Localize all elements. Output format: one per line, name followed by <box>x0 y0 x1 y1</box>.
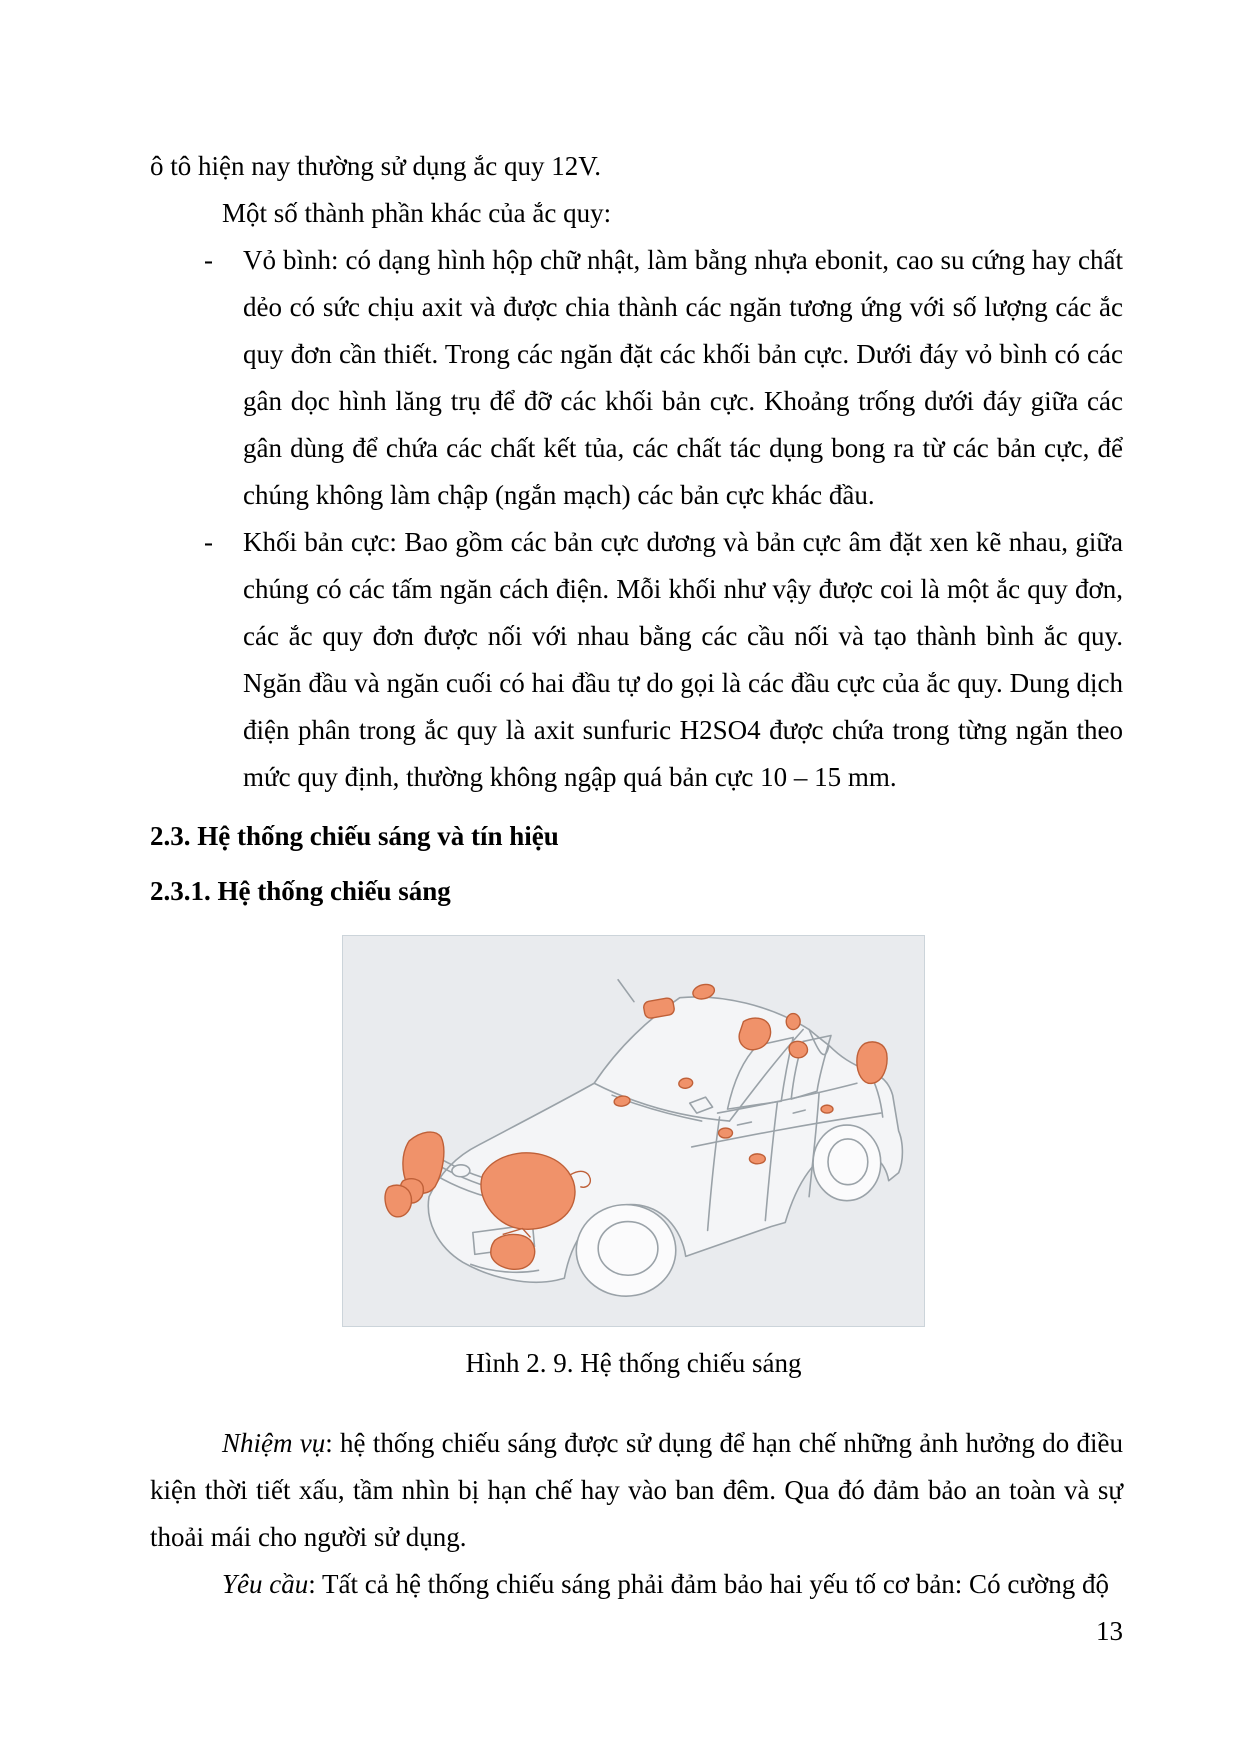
car-lighting-illustration <box>343 936 924 1326</box>
section-heading-2-3: 2.3. Hệ thống chiếu sáng và tín hiệu <box>150 821 559 851</box>
paragraph-yeu-cau <box>150 1561 1123 1608</box>
paragraph-lead-italic: Nhiệm vụ <box>222 1428 326 1458</box>
bullet-dash: - <box>204 245 213 275</box>
page-number: 13 <box>1096 1616 1123 1646</box>
figure-caption: Hình 2. 9. Hệ thống chiếu sáng <box>465 1348 802 1378</box>
paragraph-body-text: : hệ thống chiếu sáng được sử dụng để hạn chế những ảnh hưởng do điều kiện thời tiết xấu, tầm nhìn bị hạn chế hay vào ban đêm. Qua đó đảm bảo an toàn và sự thoải mái cho người sử dụng. <box>150 1428 1123 1552</box>
list-item-text: Vỏ bình: có dạng hình hộp chữ nhật, làm bằng nhựa ebonit, cao su cứng hay chất dẻo có sức chịu axit và được chia thành các ngăn tương ứng với số lượng các ắc quy đơn cần thiết. Trong các ngăn đặt các khối bản cực. Dưới đáy vỏ bình có các gân dọc hình lăng trụ để đỡ các khối bản cực. Khoảng trống dưới đáy giữa các gân dùng để chứa các chất kết tủa, các chất tác dụng bong ra từ các bản cực, để chúng không làm chập (ngắn mạch) các bản cực khác đầu. <box>243 245 1123 510</box>
lower-text-column <box>150 1420 1123 1608</box>
figure-car-lighting-diagram <box>342 935 925 1327</box>
paragraph-body-text: : Tất cả hệ thống chiếu sáng phải đảm bảo hai yếu tố cơ bản: Có cường độ <box>308 1569 1109 1599</box>
section-heading-2-3-1: 2.3.1. Hệ thống chiếu sáng <box>150 876 451 906</box>
paragraph-intro: ô tô hiện nay thường sử dụng ắc quy 12V. <box>150 151 602 181</box>
list-item <box>150 237 1123 519</box>
bullet-dash: - <box>204 527 213 557</box>
list-item <box>150 519 1123 801</box>
paragraph-lead: Một số thành phần khác của ắc quy: <box>222 198 612 228</box>
list-item-text: Khối bản cực: Bao gồm các bản cực dương và bản cực âm đặt xen kẽ nhau, giữa chúng có các tấm ngăn cách điện. Mỗi khối như vậy được coi là một ắc quy đơn, các ắc quy đơn được nối với nhau bằng các cầu nối và tạo thành bình ắc quy. Ngăn đầu và ngăn cuối có hai đầu tự do gọi là các đầu cực của ắc quy. Dung dịch điện phân trong ắc quy là axit sunfuric H2SO4 được chứa trong từng ngăn theo mức quy định, thường không ngập quá bản cực 10 – 15 mm. <box>243 527 1123 792</box>
paragraph-nhiem-vu <box>150 1420 1123 1561</box>
paragraph-lead-italic: Yêu cầu <box>222 1569 309 1599</box>
main-text-column <box>150 143 1123 915</box>
